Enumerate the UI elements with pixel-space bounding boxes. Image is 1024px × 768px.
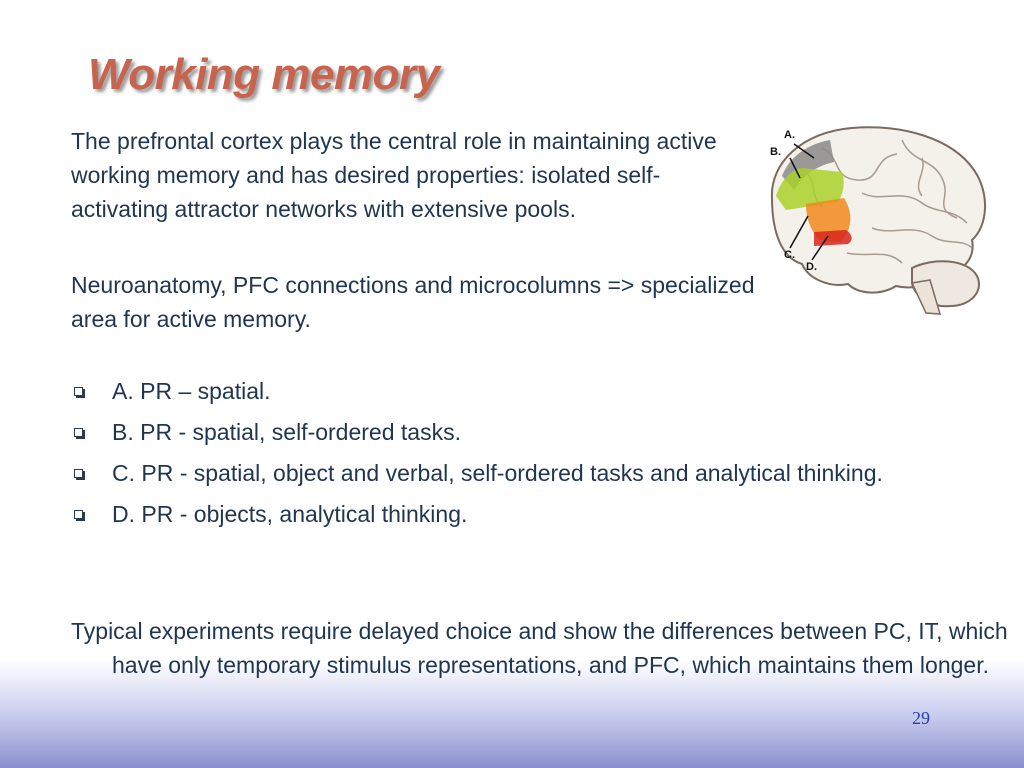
paragraph-experiments: Typical experiments require delayed choice and show the differences between PC, IT, which have only temporary stimulus representations, and PFC, which maintains them longer. — [71, 618, 1008, 678]
square-bullet-icon — [74, 510, 83, 519]
bullet-text: A. PR – spatial. — [112, 378, 271, 404]
label-c: C. — [784, 249, 795, 261]
paragraph-prefrontal-role: The prefrontal cortex plays the central role in maintaining active working memory and has desired properties: isolated self-activating attractor networks with extensive pools. — [71, 128, 717, 222]
bullet-text: B. PR - spatial, self-ordered tasks. — [112, 419, 461, 445]
slide-title: Working memory — [88, 50, 440, 99]
label-b: B. — [770, 146, 781, 158]
bullet-item-b — [71, 415, 991, 449]
square-bullet-icon — [74, 469, 83, 478]
brain-diagram-icon — [762, 118, 992, 318]
square-bullet-icon — [74, 387, 83, 396]
bullet-item-d — [71, 497, 991, 531]
paragraph-neuroanatomy: Neuroanatomy, PFC connections and microcolumns => specialized area for active memory. — [71, 272, 755, 332]
page-number: 29 — [912, 708, 930, 728]
label-d: D. — [806, 261, 817, 273]
label-a: A. — [784, 129, 795, 141]
bullet-text: C. PR - spatial, object and verbal, self-ordered tasks and analytical thinking. — [112, 460, 883, 486]
bullet-item-a — [71, 374, 991, 408]
bullet-list — [71, 374, 991, 538]
region-d — [814, 230, 852, 246]
bullet-text: D. PR - objects, analytical thinking. — [112, 501, 468, 527]
bullet-item-c — [71, 456, 991, 490]
square-bullet-icon — [74, 428, 83, 437]
